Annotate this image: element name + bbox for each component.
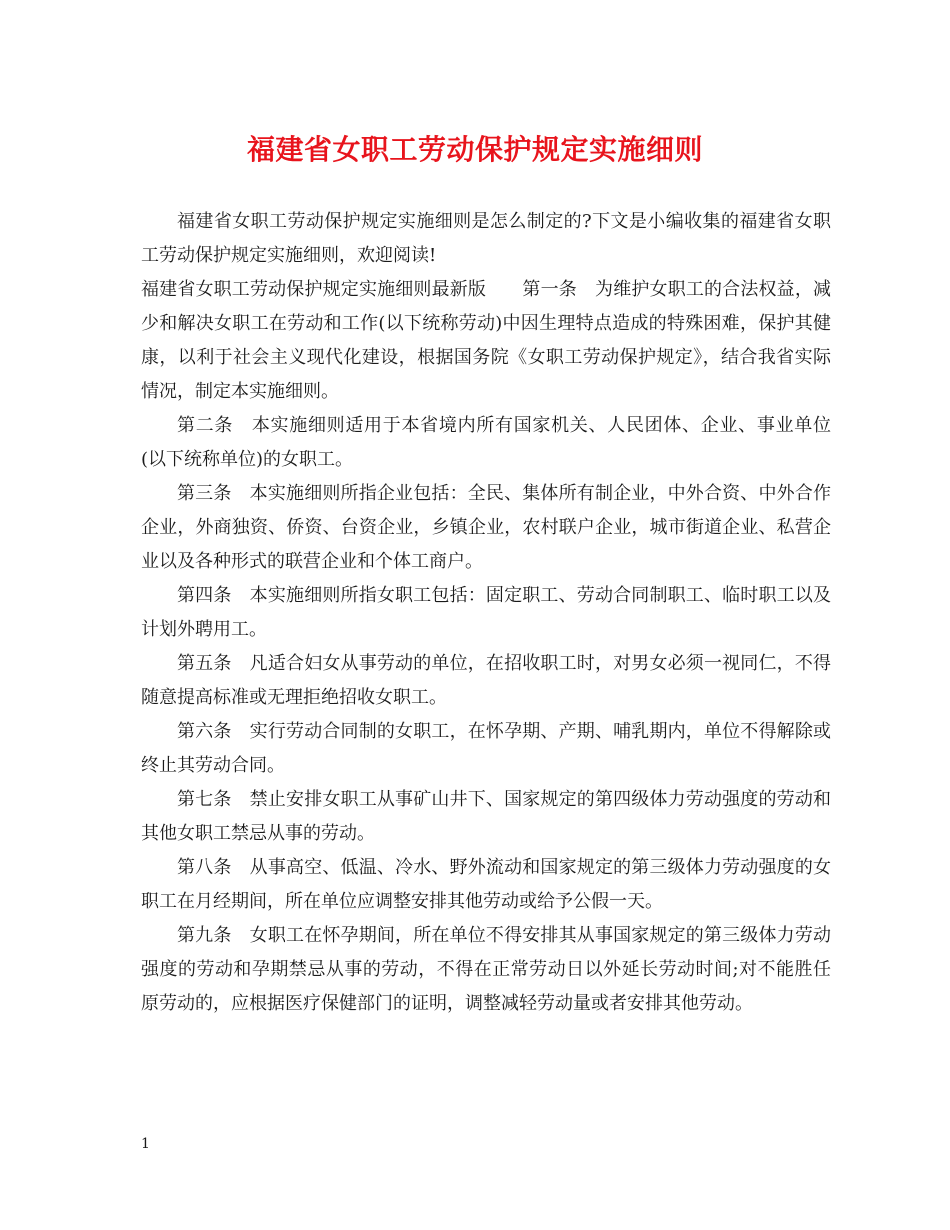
paragraph-article-1: 福建省女职工劳动保护规定实施细则最新版 第一条 为维护女职工的合法权益，减少和解决女职工在劳动和工作(以下统称劳动)中因生理特点造成的特殊困难，保护其健康，以利于社会主义现代化建设，根据国务院《女职工劳动保护规定》，结合我省实际情况，制定本实施细则。 [141, 279, 831, 402]
paragraph-article-7: 第七条 禁止安排女职工从事矿山井下、国家规定的第四级体力劳动强度的劳动和其他女职工禁忌从事的劳动。 [141, 789, 831, 844]
paragraph-article-3: 第三条 本实施细则所指企业包括：全民、集体所有制企业，中外合资、中外合作企业，外商独资、侨资、台资企业，乡镇企业，农村联户企业，城市街道企业、私营企业以及各种形式的联营企业和个体工商户。 [141, 483, 831, 572]
document-title: 福建省女职工劳动保护规定实施细则 [246, 133, 703, 166]
paragraph-article-8: 第八条 从事高空、低温、冷水、野外流动和国家规定的第三级体力劳动强度的女职工在月经期间，所在单位应调整安排其他劳动或给予公假一天。 [141, 857, 831, 912]
paragraph-article-9: 第九条 女职工在怀孕期间，所在单位不得安排其从事国家规定的第三级体力劳动强度的劳动和孕期禁忌从事的劳动，不得在正常劳动日以外延长劳动时间;对不能胜任原劳动的，应根据医疗保健部门的证明，调整减轻劳动量或者安排其他劳动。 [141, 925, 831, 1014]
page-number: 1 [141, 1136, 150, 1152]
paragraph-article-4: 第四条 本实施细则所指女职工包括：固定职工、劳动合同制职工、临时职工以及计划外聘用工。 [141, 585, 831, 640]
document-body [141, 205, 831, 1021]
paragraph-article-2: 第二条 本实施细则适用于本省境内所有国家机关、人民团体、企业、事业单位(以下统称单位)的女职工。 [141, 415, 831, 470]
paragraph-article-5: 第五条 凡适合妇女从事劳动的单位，在招收职工时，对男女必须一视同仁，不得随意提高标准或无理拒绝招收女职工。 [141, 653, 831, 708]
paragraph-article-6: 第六条 实行劳动合同制的女职工，在怀孕期、产期、哺乳期内，单位不得解除或终止其劳动合同。 [141, 721, 831, 776]
paragraph-intro: 福建省女职工劳动保护规定实施细则是怎么制定的?下文是小编收集的福建省女职工劳动保护规定实施细则，欢迎阅读! [141, 211, 831, 266]
